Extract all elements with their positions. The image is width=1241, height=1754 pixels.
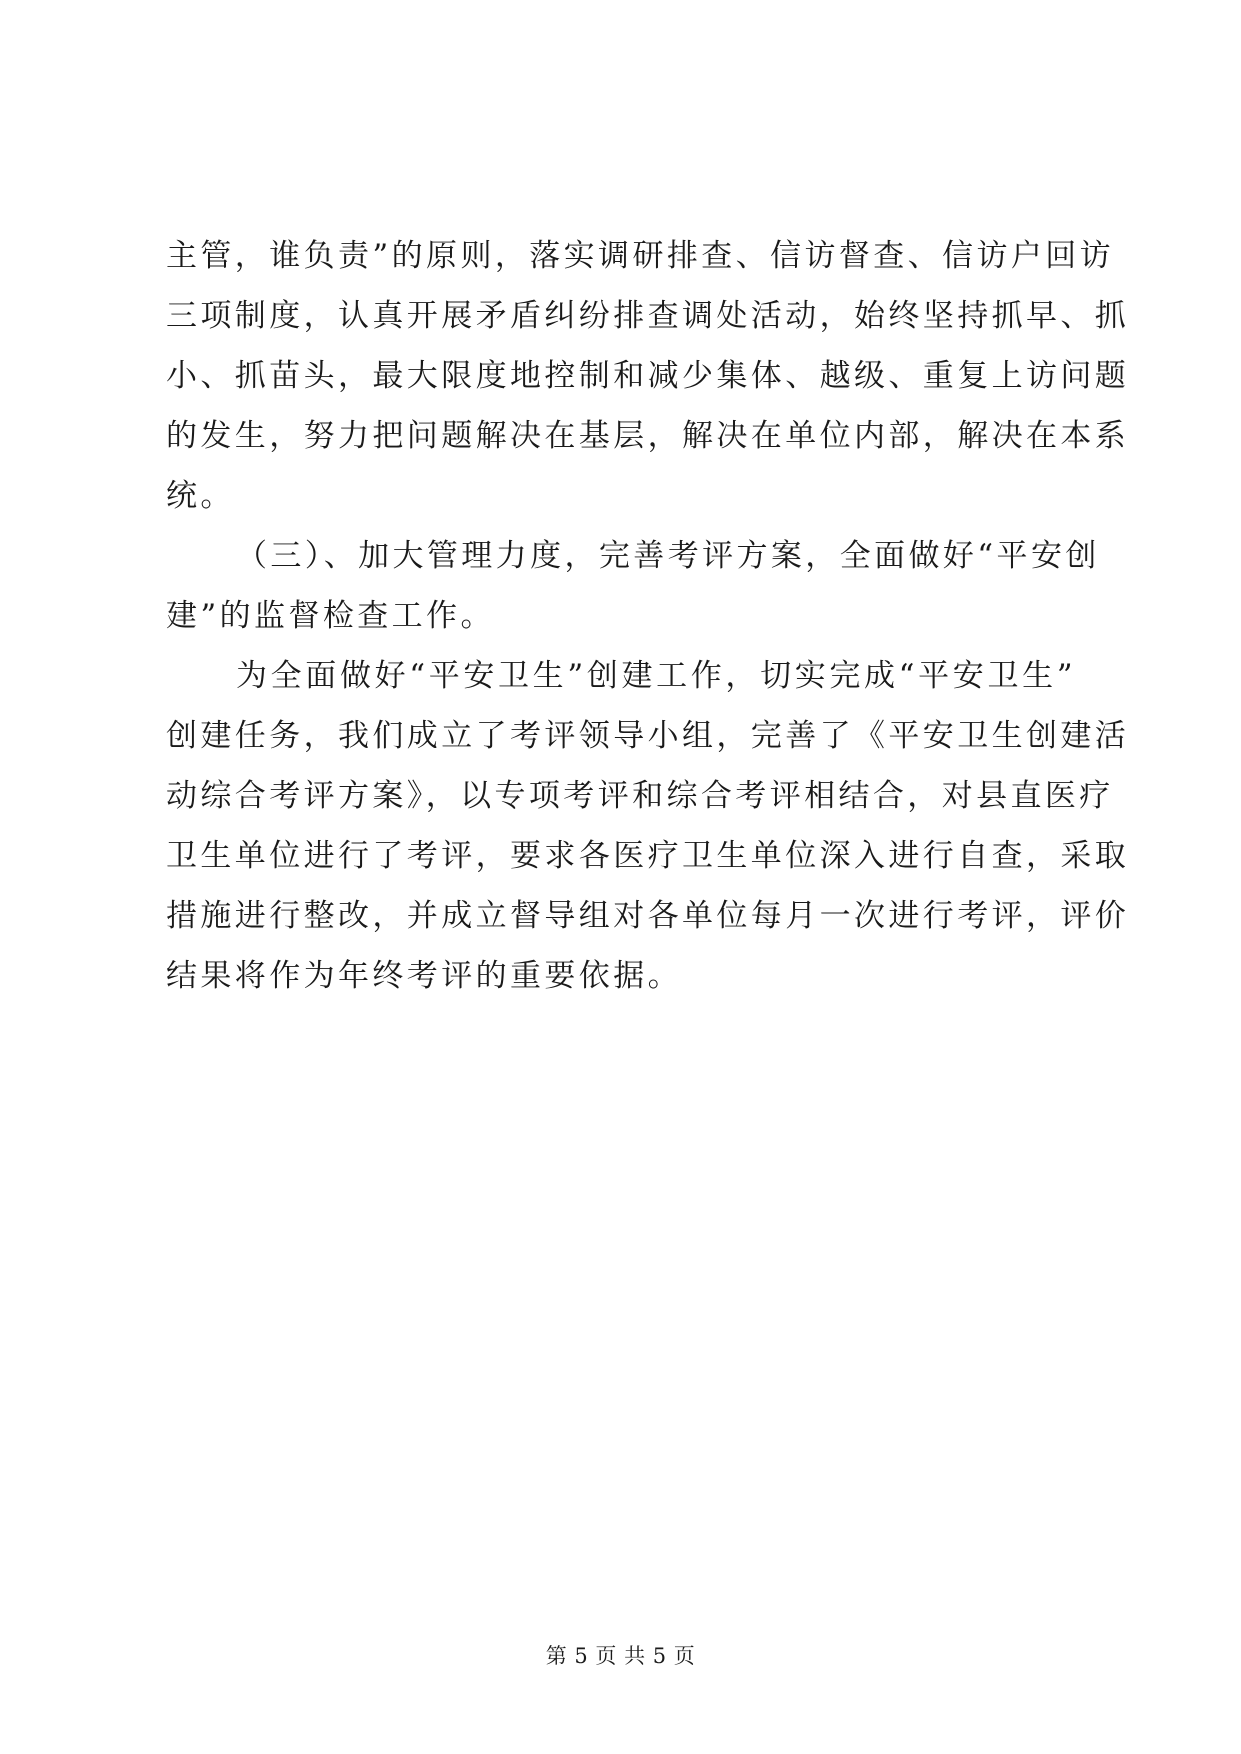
paragraph-line: 小、抓苗头，最大限度地控制和减少集体、越级、重复上访问题 [166,358,1130,394]
document-body [166,226,1130,1006]
paragraph-line: 卫生单位进行了考评，要求各医疗卫生单位深入进行自查，采取 [166,838,1130,874]
paragraph-line: 主管，谁负责”的原则，落实调研排查、信访督查、信访户回访 [166,238,1115,274]
paragraph-line: 的发生，努力把问题解决在基层，解决在单位内部，解决在本系 [166,418,1130,454]
paragraph-line: 为全面做好“平安卫生”创建工作，切实完成“平安卫生” [236,658,1076,694]
paragraph-line: 措施进行整改，并成立督导组对各单位每月一次进行考评，评价 [166,898,1130,934]
section-heading-line: （三）、加大管理力度，完善考评方案，全面做好“平安创 [236,538,1100,574]
paragraph-line: 三项制度，认真开展矛盾纠纷排查调处活动，始终坚持抓早、抓 [166,298,1130,334]
section-heading-line: 建”的监督检查工作。 [166,598,495,634]
paragraph-line: 创建任务，我们成立了考评领导小组，完善了《平安卫生创建活 [166,718,1130,754]
paragraph-line: 结果将作为年终考评的重要依据。 [166,958,682,994]
page-number-footer: 第 5 页 共 5 页 [545,1644,696,1668]
paragraph-line: 统。 [166,478,235,514]
paragraph-line: 动综合考评方案》，以专项考评和综合考评相结合，对县直医疗 [166,778,1114,814]
